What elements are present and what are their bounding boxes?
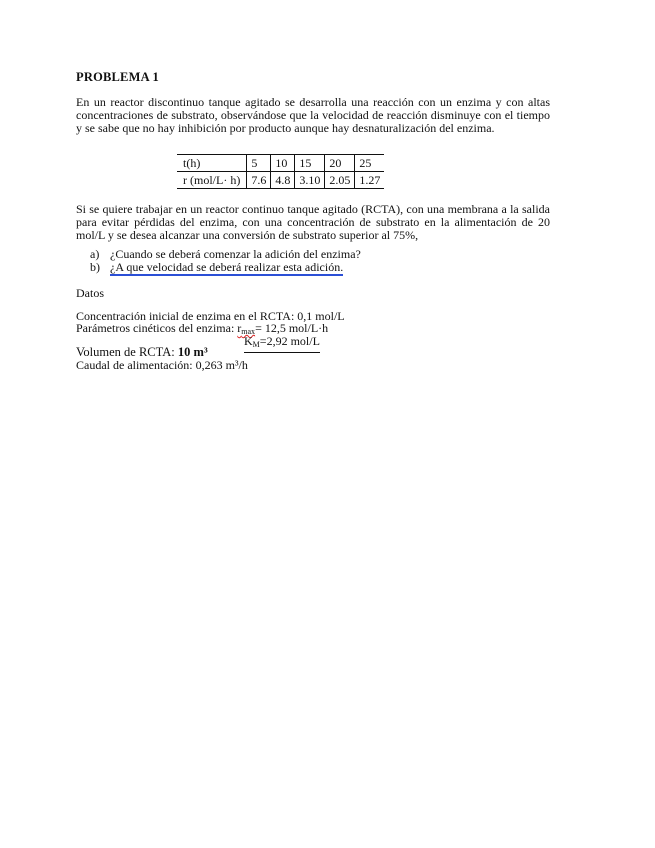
table-cell: 25 [355,155,385,172]
table-cell: 2.05 [325,172,355,189]
km-expression [244,335,320,353]
table-row [177,155,384,172]
table-cell: 1.27 [355,172,385,189]
km-subscript: M [252,340,260,349]
rmax-value: = 12,5 mol/L·h [255,321,329,335]
km-value: =2,92 mol/L [259,334,320,348]
table-cell: 15 [295,155,325,172]
km-letter: K [244,334,253,348]
table-cell: 4.8 [271,172,295,189]
table-cell: 5 [247,155,271,172]
rmax-symbol [237,321,255,335]
rate-time-table [177,154,384,189]
intro-paragraph: En un reactor discontinuo tanque agitado se desarrolla una reacción con un enzima y con altas concentraciones de substrato, observándose que la velocidad de reacción disminuye con el tiempo y se sabe que no hay inhibición por producto aunque hay desnaturalización del enzima. [76,95,550,135]
enzyme-concentration-line: Concentración inicial de enzima en el RCTA: 0,1 mol/L [76,309,345,323]
list-item-text-underlined: ¿A que velocidad se deberá realizar esta adición. [110,260,344,274]
table-cell: 3.10 [295,172,325,189]
list-item-text: ¿Cuando se deberá comenzar la adición del enzima? [110,247,361,261]
rmax-letter: r [237,321,242,335]
question-paragraph: Si se quiere trabajar en un reactor continuo tanque agitado (RCTA), con una membrana a la salida para evitar pérdidas del enzima, con una concentración de substrato en la alimentación de 20 mol/L y se desea alcanzar una conversión de substrato superior al 75%, [76,202,550,242]
rmax-subscript: max [241,327,256,336]
flow-line: Caudal de alimentación: 0,263 m³/h [76,358,248,372]
volume-label: Volumen de RCTA: [76,345,178,359]
list-marker: a) [90,247,100,261]
table-cell: 10 [271,155,295,172]
volume-value: 10 m³ [177,345,208,359]
list-item [90,261,361,276]
table-cell: t(h) [177,155,247,172]
kinetic-label: Parámetros cinéticos del enzima: [76,321,238,335]
list-marker: b) [90,260,100,274]
km-line [244,335,320,353]
problem-title: PROBLEMA 1 [76,70,159,84]
datos-heading: Datos [76,286,104,300]
table-cell: 20 [325,155,355,172]
table-cell: 7.6 [247,172,271,189]
question-list [90,248,361,276]
table-row [177,172,384,189]
table-cell: r (mol/L· h) [177,172,247,189]
